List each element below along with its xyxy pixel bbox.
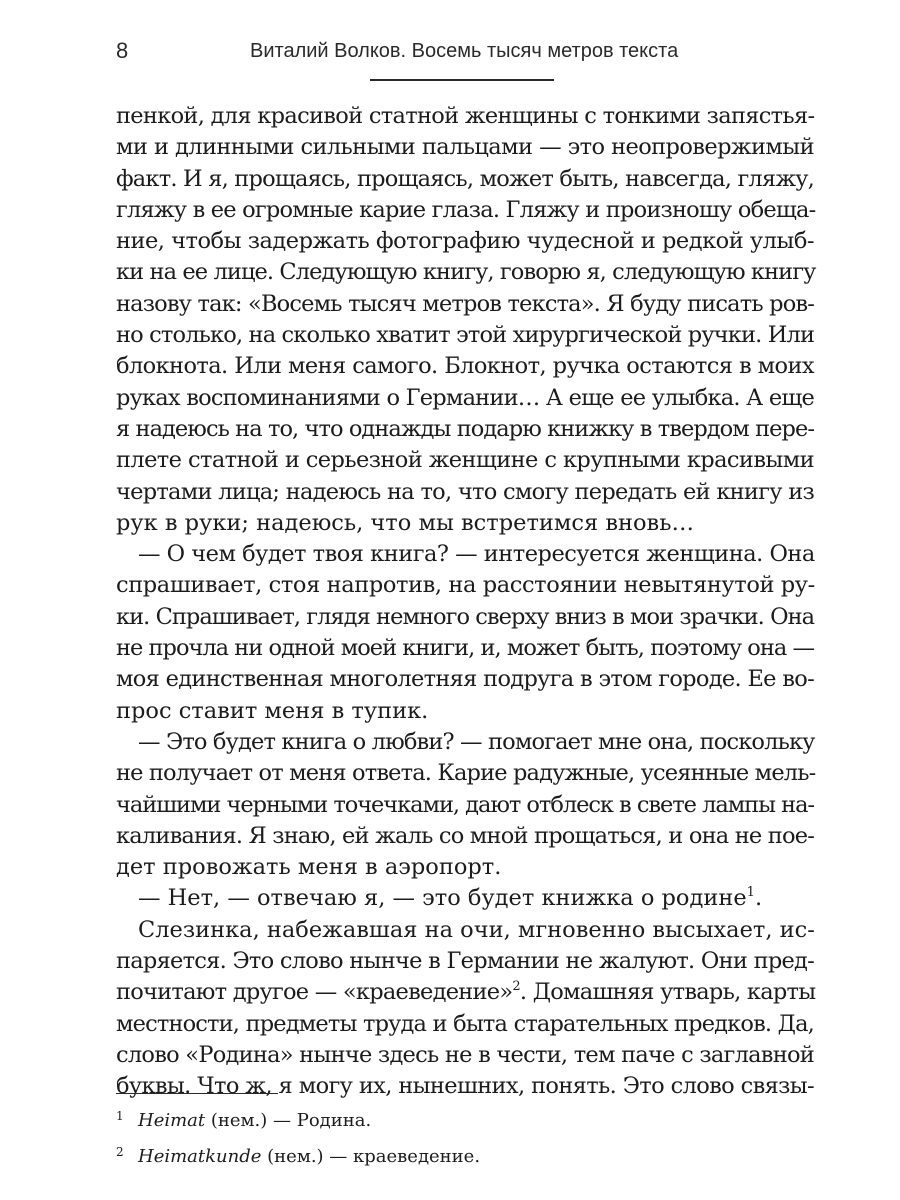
running-header: [116, 36, 816, 66]
footnote-text: (нем.) — Родина.: [205, 1110, 372, 1131]
text-line: дет провожать меня в аэропорт.: [116, 854, 502, 881]
text-line: чертами лица; надеюсь на то, что смогу передать ей книгу из: [116, 478, 814, 505]
footnote-rule: [116, 1093, 278, 1094]
text-line: руках воспоминаниями о Германии… А еще ее улыбка. А еще: [116, 384, 814, 411]
paragraph: [116, 101, 814, 539]
paragraph: [116, 727, 814, 883]
text-line: пенкой, для красивой статной женщины с тонкими запястья-: [116, 103, 815, 129]
body-text: [116, 101, 814, 1103]
text-line: каливания. Я знаю, ей жаль со мной прощаться, и она не пое-: [116, 822, 815, 849]
text-segment: почитают другое — «краеведение»: [116, 979, 513, 1006]
text-line: Слезинка, набежавшая на очи, мгновенно высыхает, ис-: [138, 916, 815, 943]
footnote-term: Heimatkunde: [138, 1146, 262, 1167]
text-line: ми и длинными сильными пальцами — это неопровержимый: [116, 134, 814, 161]
text-line: гляжу в ее огромные карие глаза. Гляжу и произношу обеща-: [116, 196, 816, 223]
text-line: ние, чтобы задержать фотографию чудесной и редкой улыб-: [116, 228, 814, 255]
footnote-ref[interactable]: 2: [512, 979, 520, 995]
text-line: не прочла ни одной моей книги, и, может быть, поэтому она —: [116, 635, 814, 662]
text-line: буквы. Что ж, я могу их, нынешних, понять. Это слово связы-: [116, 1073, 814, 1100]
text-line: моя единственная многолетняя подруга в этом городе. Ее во-: [116, 666, 814, 693]
text-line: но столько, на сколько хватит этой хирургической ручки. Или: [116, 322, 815, 349]
footnote: 2 Heimatkunde (нем.) — краеведение.: [116, 1145, 481, 1167]
text-line: не получает от меня ответа. Карие радужные, усеянные мель-: [116, 760, 816, 787]
text-line: [116, 977, 814, 1008]
text-line: факт. И я, прощаясь, прощаясь, может быть, навсегда, гляжу,: [116, 165, 815, 192]
text-line: местности, предметы труда и быта старательных предков. Да,: [116, 1010, 814, 1037]
text-line: я надеюсь на то, что однажды подарю книжку в твердом пере-: [116, 415, 814, 442]
text-line: — О чем будет твоя книга? — интересуется женщина. Она: [138, 541, 815, 568]
running-title: Виталий Волков. Восемь тысяч метров текста: [250, 40, 679, 62]
text-line: назову так: «Восемь тысяч метров текста». Я буду писать ров-: [116, 290, 814, 317]
page-number: 8: [116, 38, 129, 63]
text-line: плете статной и серьезной женщине с крупными красивыми: [116, 447, 814, 474]
paragraph: [116, 915, 814, 1103]
footnote: 1 Heimat (нем.) — Родина.: [116, 1109, 372, 1131]
footnote-ref[interactable]: 1: [746, 885, 755, 901]
footnote-text: (нем.) — краеведение.: [261, 1146, 481, 1167]
text-line: слово «Родина» нынче здесь не в чести, тем паче с заглавной: [116, 1041, 815, 1068]
header-rule: [370, 79, 554, 81]
text-line: спрашивает, стоя напротив, на расстоянии невытянутой ру-: [116, 572, 815, 599]
text-line: — Это будет книга о любви? — помогает мне она, поскольку: [138, 728, 815, 755]
text-line: ки. Спрашивает, глядя немного сверху вниз в мои зрачки. Она: [116, 603, 815, 630]
text-line: паряется. Это слово нынче в Германии не жалуют. Они пред-: [116, 948, 814, 975]
text-line: рук в руки; надеюсь, что мы встретимся вновь…: [116, 509, 694, 536]
text-segment: . Домашняя утварь, карты: [519, 979, 816, 1006]
text-line: — Нет, — отвечаю я, — это будет книжка о родине$^1$.: [138, 885, 763, 912]
text-line: прос ставит меня в тупик.: [116, 697, 429, 724]
text-line: блокнота. Или меня самого. Блокнот, ручка остаются в моих: [116, 353, 814, 380]
paragraph: [116, 883, 814, 914]
text-segment: — Нет, — отвечаю я, — это будет книжка о родине: [138, 885, 747, 912]
text-line: чайшими черными точечками, дают отблеск в свете лампы на-: [116, 791, 814, 818]
text-line: ки на ее лице. Следующую книгу, говорю я, следующую книгу: [116, 259, 816, 286]
paragraph: [116, 539, 814, 727]
footnotes: [116, 1103, 814, 1175]
footnote-term: Heimat: [138, 1110, 206, 1131]
